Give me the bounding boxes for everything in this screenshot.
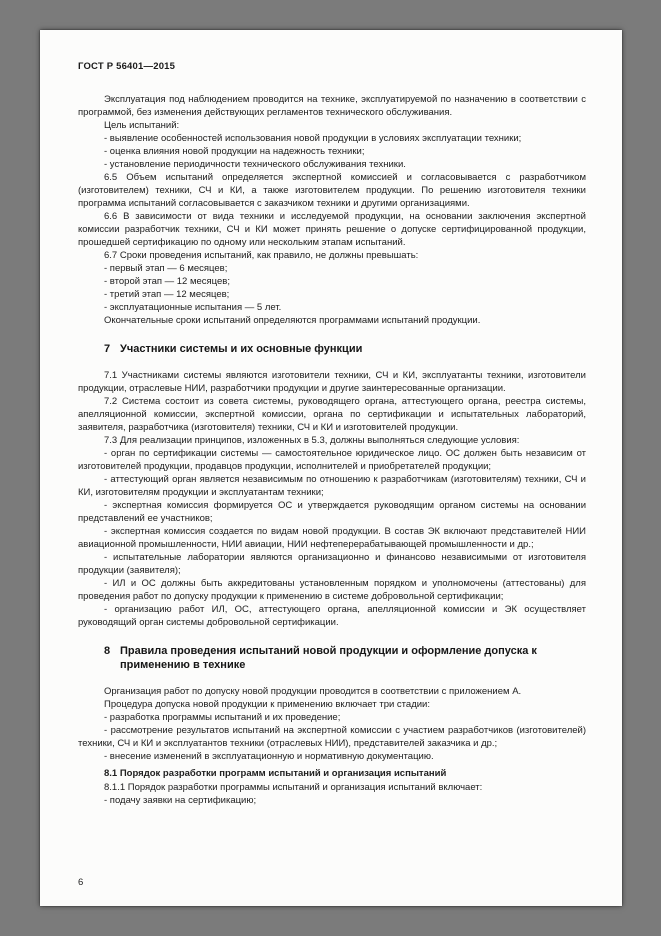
paragraph: - эксплуатационные испытания — 5 лет.: [104, 302, 282, 313]
paragraph: Окончательные сроки испытаний определяются программами испытаний продукции.: [104, 315, 481, 326]
page-header: ГОСТ Р 56401—2015: [78, 61, 176, 72]
paragraph: - рассмотрение результатов испытаний на экспертной комиссии с участием разработчиков (изготовителей) техники, СЧ и КИ и эксплуатантов техники (отраслевых НИИ), представителей заказчика и др.;: [78, 725, 586, 749]
paragraph: - установление периодичности технического обслуживания техники.: [104, 159, 406, 170]
paragraph: Процедура допуска новой продукции к применению включает три стадии:: [104, 699, 431, 710]
section-title: Участники системы и их основные функции: [120, 343, 363, 355]
subsection-heading: 8.1 Порядок разработки программ испытаний и организация испытаний: [104, 768, 447, 779]
section-number: 7: [104, 343, 111, 355]
section-title: Правила проведения испытаний новой продукции и оформление допуска к применению в технике: [120, 645, 537, 671]
paragraph: - ИЛ и ОС должны быть аккредитованы установленным порядком и уполномочены (аттестованы) для проведения работ по допуску продукции к применению в системе добровольной сертификации;: [78, 578, 586, 602]
paragraph: 6.5 Объем испытаний определяется экспертной комиссией и согласовывается с разработчиком (изготовителем) техники, СЧ и КИ, а также изготовителем продукции. По решению изготовителя техники программа испытаний согласовывается с заказчиком техники и другими организациями.: [78, 172, 586, 209]
paragraph: 7.2 Система состоит из совета системы, руководящего органа, аттестующего органа, реестра системы, апелляционной комиссии, экспертной комиссии, органа по сертификации и испытательных лабораторий, заявителя, разработчика (изготовителя) техники, СЧ и КИ и изготовителей продукции.: [78, 396, 586, 433]
paragraph: 6.6 В зависимости от вида техники и исследуемой продукции, на основании заключения экспертной комиссии разработчик техники, СЧ и КИ может принять решение о допуске сертифицированной продукции, прошедшей сертификацию по одному или нескольким этапам испытаний.: [78, 211, 586, 248]
section-number: 8: [104, 645, 111, 657]
page-content: [78, 93, 586, 807]
paragraph: Цель испытаний:: [104, 120, 180, 131]
paragraph: - аттестующий орган является независимым по отношению к разработчикам (изготовителям) техники, СЧ и КИ, изготовителям продукции и эксплуатантам техники;: [78, 474, 586, 498]
paragraph: - третий этап — 12 месяцев;: [104, 289, 230, 300]
paragraph: 8.1.1 Порядок разработки программы испытаний и организация испытаний включает:: [104, 782, 483, 793]
document-page: [40, 30, 622, 906]
paragraph: - подачу заявки на сертификацию;: [104, 795, 257, 806]
paragraph: - разработка программы испытаний и их проведение;: [104, 712, 341, 723]
paragraph: - экспертная комиссия формируется ОС и утверждается руководящим органом системы на основании представлений ее участников;: [78, 500, 586, 524]
page-number: 6: [78, 877, 84, 888]
paragraph: - второй этап — 12 месяцев;: [104, 276, 230, 287]
paragraph: - первый этап — 6 месяцев;: [104, 263, 228, 274]
paragraph: 7.3 Для реализации принципов, изложенных в 5.3, должны выполняться следующие условия:: [104, 435, 520, 446]
section-heading: [104, 644, 586, 672]
paragraph: Организация работ по допуску новой продукции проводится в соответствии с приложением А.: [104, 686, 522, 697]
paragraph: 6.7 Сроки проведения испытаний, как правило, не должны превышать:: [104, 250, 419, 261]
paragraph: - экспертная комиссия создается по видам новой продукции. В состав ЭК включают представителей НИИ авиационной промышленности, НИИ авиации, НИИ нефтеперерабатывающей промышленности и др.;: [78, 526, 586, 550]
paragraph: - организацию работ ИЛ, ОС, аттестующего органа, апелляционной комиссии и ЭК осуществляет руководящий орган системы добровольной сертификации.: [78, 604, 586, 628]
paragraph: - орган по сертификации системы — самостоятельное юридическое лицо. ОС должен быть независим от изготовителей продукции, продавцов продукции, исполнителей и приобретателей продукции;: [78, 448, 586, 472]
paragraph: - внесение изменений в эксплуатационную и нормативную документацию.: [104, 751, 434, 762]
paragraph: - оценка влияния новой продукции на надежность техники;: [104, 146, 365, 157]
paragraph: - выявление особенностей использования новой продукции в условиях эксплуатации техники;: [104, 133, 522, 144]
paragraph: - испытательные лаборатории являются организационно и финансово независимыми от изготовителя продукции (заявителя);: [78, 552, 586, 576]
paragraph: Эксплуатация под наблюдением проводится на технике, эксплуатируемой по назначению в соответствии с программой, без изменения действующих регламентов технического обслуживания.: [78, 94, 586, 118]
paragraph: 7.1 Участниками системы являются изготовители техники, СЧ и КИ, эксплуатанты техники, изготовители продукции, отраслевые НИИ, разработчики продукции и другие заинтересованные организации.: [78, 370, 586, 394]
section-heading: [104, 342, 586, 356]
